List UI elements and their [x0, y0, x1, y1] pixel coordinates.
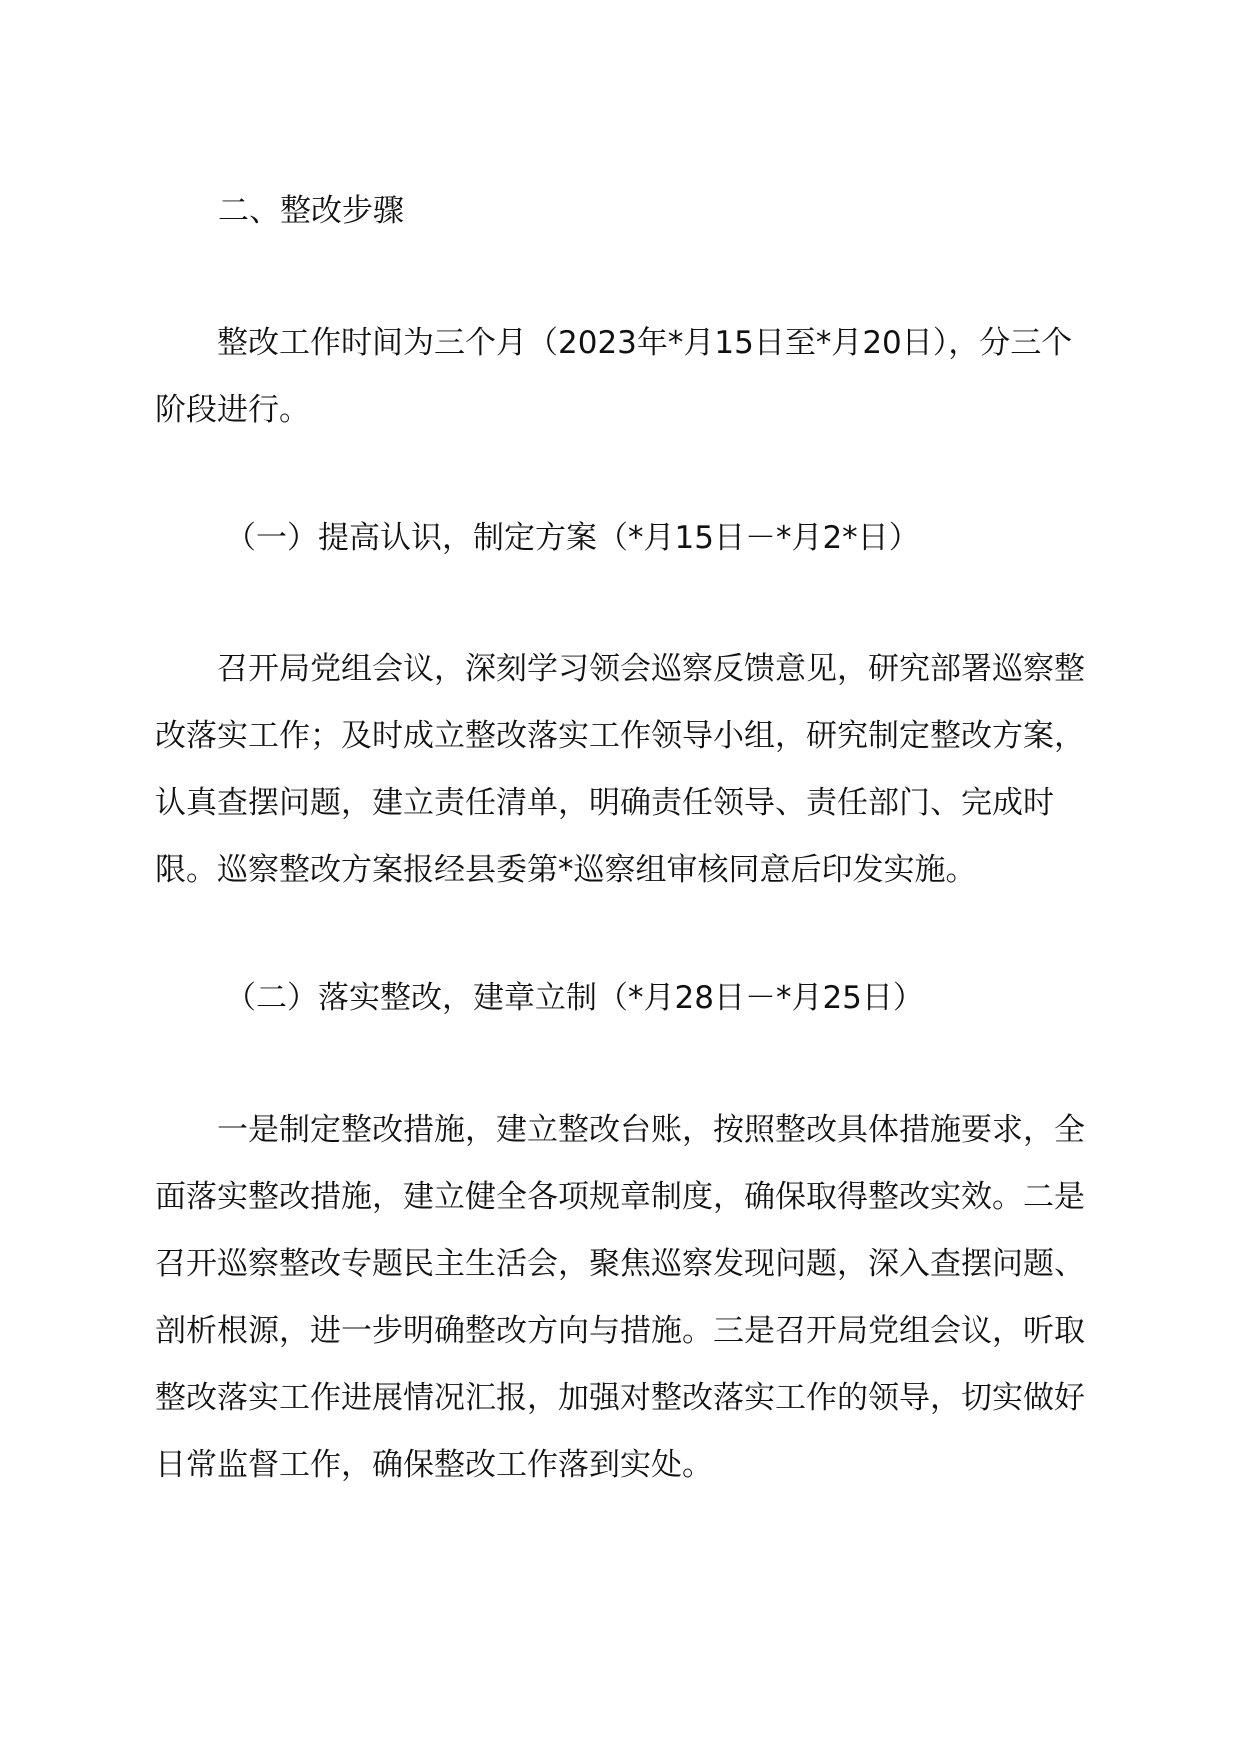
section-heading: 二、整改步骤: [218, 193, 404, 229]
stage-2-heading: （二）落实整改，建章立制（*月28日－*月25日）: [225, 980, 924, 1016]
stage-1-paragraph: 召开局党组会议，深刻学习领会巡察反馈意见，研究部署巡察整改落实工作；及时成立整改落实工作领导小组，研究制定整改方案，认真查摆问题，建立责任清单，明确责任领导、责任部门、完成时限。巡察整改方案报经县委第*巡察组审核同意后印发实施。: [155, 651, 1085, 888]
stage-2-paragraph: 一是制定整改措施，建立整改台账，按照整改具体措施要求，全面落实整改措施，建立健全各项规章制度，确保取得整改实效。二是召开巡察整改专题民主生活会，聚焦巡察发现问题，深入查摆问题、剖析根源，进一步明确整改方向与措施。三是召开局党组会议，听取整改落实工作进展情况汇报，加强对整改落实工作的领导，切实做好日常监督工作，确保整改工作落到实处。: [155, 1112, 1085, 1483]
intro-paragraph: 整改工作时间为三个月（2023年*月15日至*月20日），分三个阶段进行。: [155, 325, 1073, 428]
stage-1-heading: （一）提高认识，制定方案（*月15日－*月2*日）: [225, 520, 920, 556]
